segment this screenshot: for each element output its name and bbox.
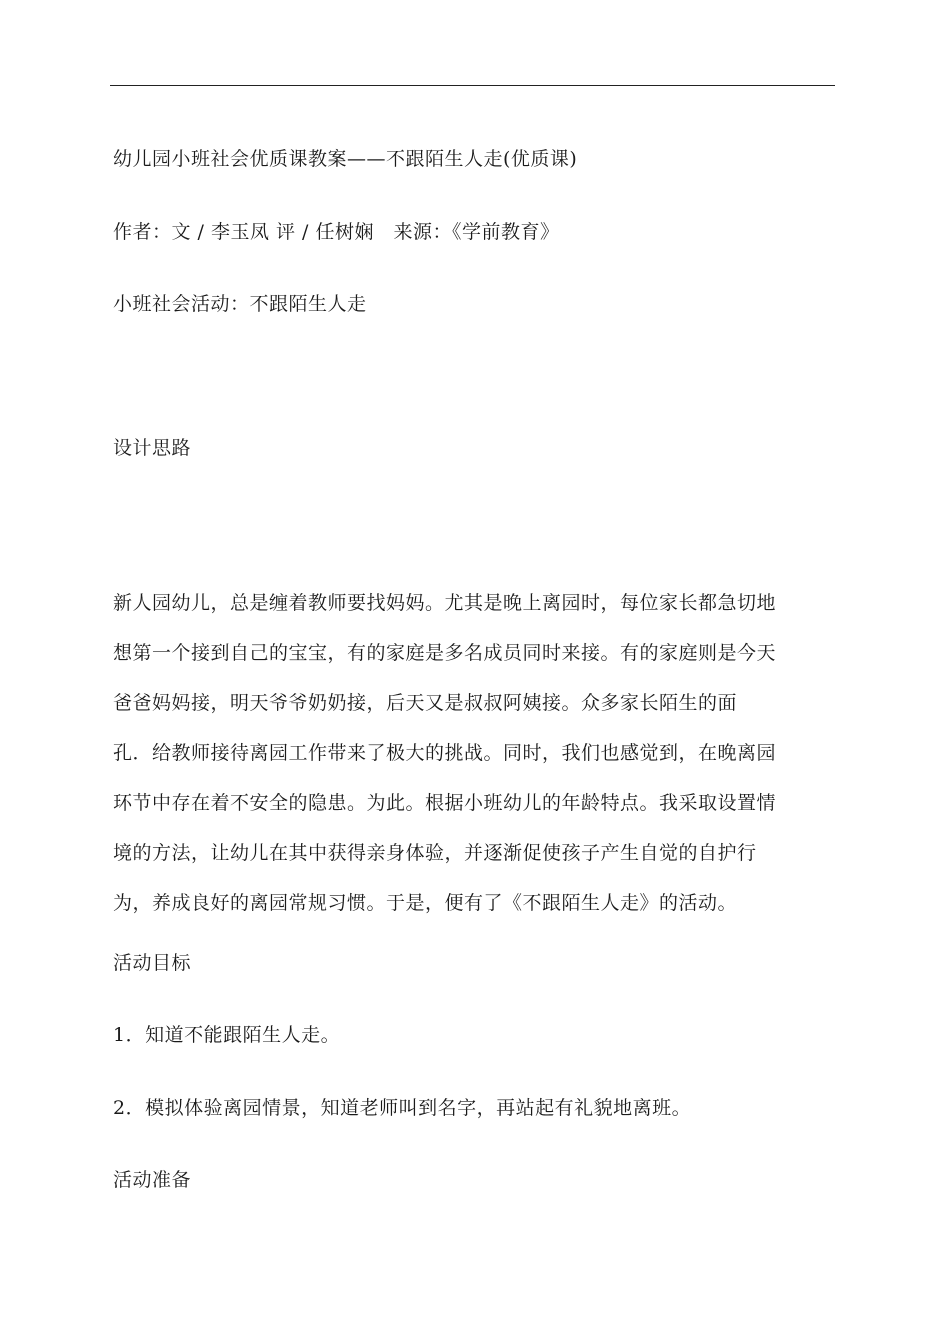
paragraph-line: 境的方法，让幼儿在其中获得亲身体验，并逐渐促使孩子产生自觉的自护行 (113, 842, 757, 864)
goal-item-2: 2．模拟体验离园情景，知道老师叫到名字，再站起有礼貌地离班。 (113, 1097, 692, 1119)
paragraph-line: 孔．给教师接待离园工作带来了极大的挑战。同时，我们也感觉到，在晚离园 (113, 742, 777, 764)
paragraph-line: 环节中存在着不安全的隐患。为此。根据小班幼儿的年龄特点。我采取设置情 (113, 792, 777, 814)
byline: 作者：文 / 李玉凤 评 / 任树娴 来源：《学前教育》 (113, 221, 560, 243)
document-title: 幼儿园小班社会优质课教案——不跟陌生人走(优质课) (113, 148, 578, 170)
section-heading-goals: 活动目标 (113, 952, 192, 974)
paragraph-line: 爸爸妈妈接，明天爷爷奶奶接，后天又是叔叔阿姨接。众多家长陌生的面 (113, 692, 738, 714)
goal-item-1: 1．知道不能跟陌生人走。 (113, 1024, 341, 1046)
subtitle: 小班社会活动：不跟陌生人走 (113, 293, 367, 315)
section-heading-design: 设计思路 (113, 437, 192, 459)
paragraph-line: 为，养成良好的离园常规习惯。于是，便有了《不跟陌生人走》的活动。 (113, 892, 738, 914)
paragraph-line: 新人园幼儿，总是缠着教师要找妈妈。尤其是晚上离园时，每位家长都急切地 (113, 592, 777, 614)
paragraph-line: 想第一个接到自己的宝宝，有的家庭是多名成员同时来接。有的家庭则是今天 (113, 642, 777, 664)
section-heading-prep: 活动准备 (113, 1169, 192, 1191)
header-rule (110, 85, 835, 86)
design-paragraph (113, 578, 828, 928)
